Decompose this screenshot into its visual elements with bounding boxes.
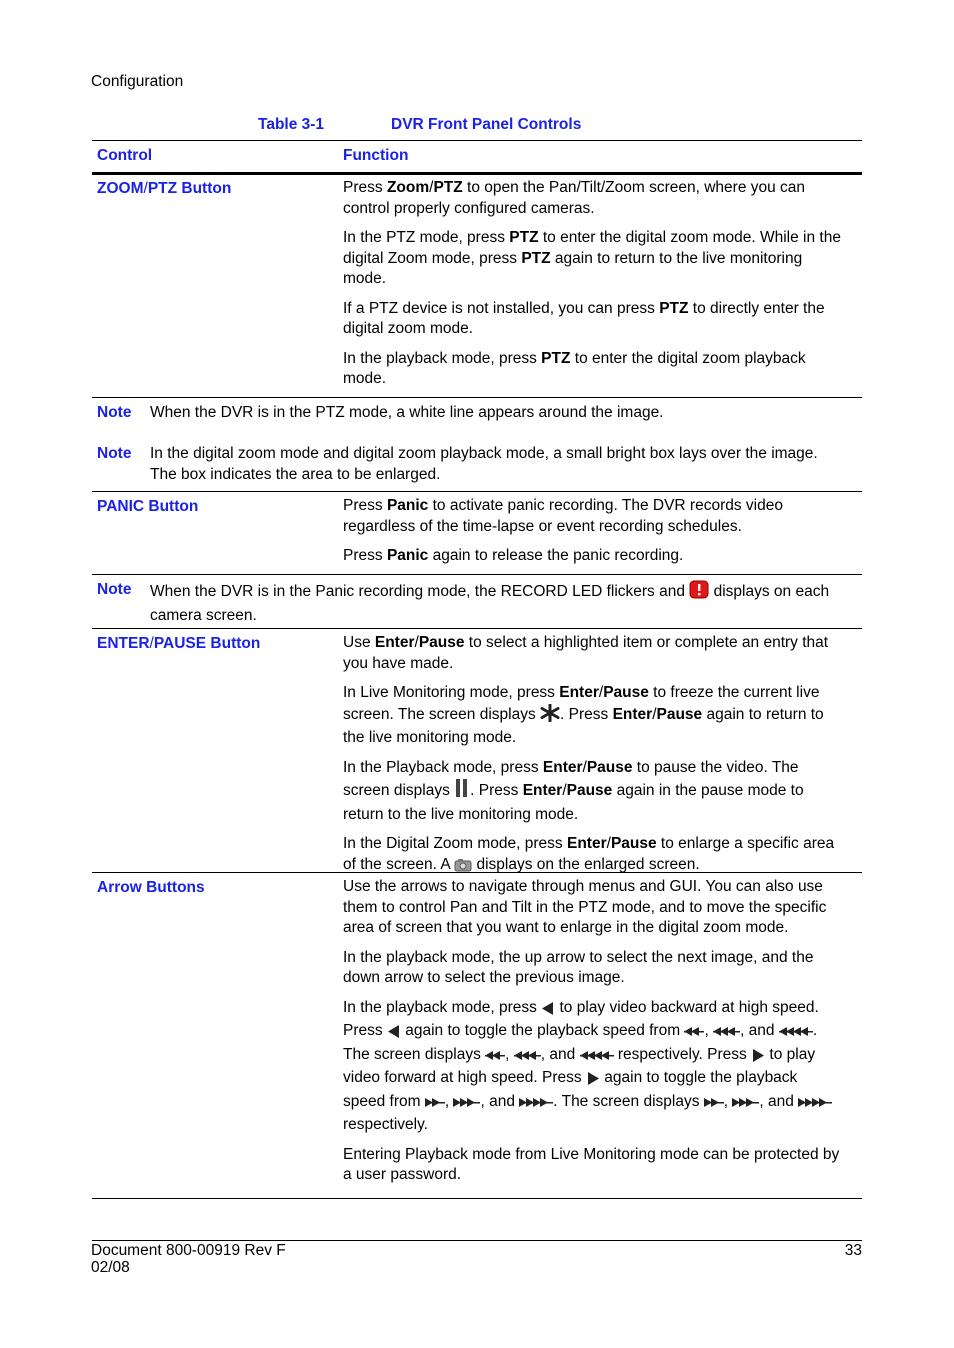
note-label: Note [97, 581, 132, 598]
function-paragraph: In the PTZ mode, press PTZ to enter the digital zoom mode. While in the digital Zoom mode, press PTZ again to return to the live monitoring mode. [343, 229, 841, 287]
row-rule [92, 491, 862, 492]
forward-1-icon [586, 1071, 600, 1092]
column-header-control: Control [97, 147, 153, 164]
pause-icon [454, 778, 470, 805]
rewind-2-icon [684, 1024, 704, 1045]
function-paragraph: Press Panic again to release the panic recording. [343, 547, 684, 564]
function-paragraph: Press Panic to activate panic recording. The DVR records video regardless of the time-lapse or event recording schedules. [343, 497, 783, 535]
control-zoom-ptz: ZOOM/PTZ Button [97, 180, 232, 197]
function-paragraph: Use Enter/Pause to select a highlighted item or complete an entry that you have made. [343, 634, 829, 672]
rewind-1-icon [541, 1001, 555, 1022]
control-enter-pause: ENTER/PAUSE Button [97, 635, 261, 652]
rewind-4-icon [580, 1048, 614, 1069]
footer-document: Document 800-00919 Rev F 02/08 [91, 1242, 286, 1276]
function-paragraph: Press Zoom/PTZ to open the Pan/Tilt/Zoom screen, where you can control properly configured cameras. [343, 179, 806, 217]
page-number: 33 [844, 1242, 862, 1259]
note-label: Note [97, 445, 132, 462]
function-zoom-ptz [343, 178, 843, 399]
running-header: Configuration [91, 73, 184, 90]
row-rule [92, 628, 862, 629]
rewind-3-icon [713, 1024, 740, 1045]
function-paragraph: In the playback mode, the up arrow to select the next image, and the down arrow to select the previous image. [343, 948, 814, 986]
table-top-rule [92, 140, 862, 141]
function-paragraph: In Live Monitoring mode, press Enter/Pause to freeze the current live screen. The screen displays . Press Enter/Pause again to return to the live monitoring mode. [343, 684, 824, 746]
control-panic: PANIC Button [97, 498, 199, 515]
rewind-2-icon [485, 1048, 505, 1069]
note-text: When the DVR is in the Panic recording mode, the RECORD LED flickers and displays on each camera screen. [150, 580, 840, 626]
header-bottom-rule [92, 172, 862, 175]
table-number: Table 3-1 [258, 116, 325, 133]
freeze-icon [540, 704, 560, 729]
row-rule [92, 574, 862, 575]
function-paragraph: In the playback mode, press PTZ to enter the digital zoom playback mode. [343, 349, 806, 387]
forward-3-icon [732, 1095, 759, 1116]
forward-1-icon [751, 1048, 765, 1069]
control-arrow-buttons: Arrow Buttons [97, 879, 205, 896]
function-paragraph: In the Playback mode, press Enter/Pause to pause the video. The screen displays . Press Enter/Pause again in the pause mode to return to the live monitoring mode. [343, 758, 804, 823]
function-panic [343, 496, 843, 576]
forward-3-icon [453, 1095, 480, 1116]
function-arrow-buttons [343, 877, 843, 1195]
note-text: In the digital zoom mode and digital zoom playback mode, a small bright box lays over the image. The box indicates the area to be enlarged. [150, 445, 818, 483]
rewind-1-icon [387, 1024, 401, 1045]
rewind-4-icon [779, 1024, 813, 1045]
table-title: DVR Front Panel Controls [391, 116, 582, 133]
table-bottom-rule [92, 1198, 862, 1199]
note-label: Note [97, 404, 132, 421]
forward-2-icon [425, 1095, 445, 1116]
function-enter-pause [343, 633, 843, 887]
function-paragraph: Use the arrows to navigate through menus and GUI. You can also use them to control Pan and Tilt in the PTZ mode, and to move the specific area of screen that you want to enlarge in the digital zoom mode. [343, 878, 827, 936]
function-paragraph: In the playback mode, press to play video backward at high speed. Press again to toggle the playback speed from , , and . The screen displays , , and respectively. Press to play video forward at high speed. Press again to toggle the playback speed from , , and . The screen displays , , and respectively. [343, 998, 843, 1136]
zoom-camera-icon [454, 858, 472, 879]
function-paragraph: If a PTZ device is not installed, you can press PTZ to directly enter the digital zoom mode. [343, 299, 825, 337]
function-paragraph: In the Digital Zoom mode, press Enter/Pause to enlarge a specific area of the screen. A displays on the enlarged screen. [343, 834, 843, 878]
forward-4-icon [519, 1095, 553, 1116]
row-rule [92, 872, 862, 873]
note-text: When the DVR is in the PTZ mode, a white line appears around the image. [150, 404, 664, 421]
column-header-function: Function [343, 147, 409, 164]
forward-4-icon [798, 1095, 832, 1116]
function-paragraph: Entering Playback mode from Live Monitoring mode can be protected by a user password. [343, 1145, 840, 1183]
forward-2-icon [704, 1095, 724, 1116]
footer-rule [92, 1240, 862, 1241]
row-rule [92, 397, 862, 398]
panic-record-icon [689, 580, 709, 606]
rewind-3-icon [514, 1048, 541, 1069]
